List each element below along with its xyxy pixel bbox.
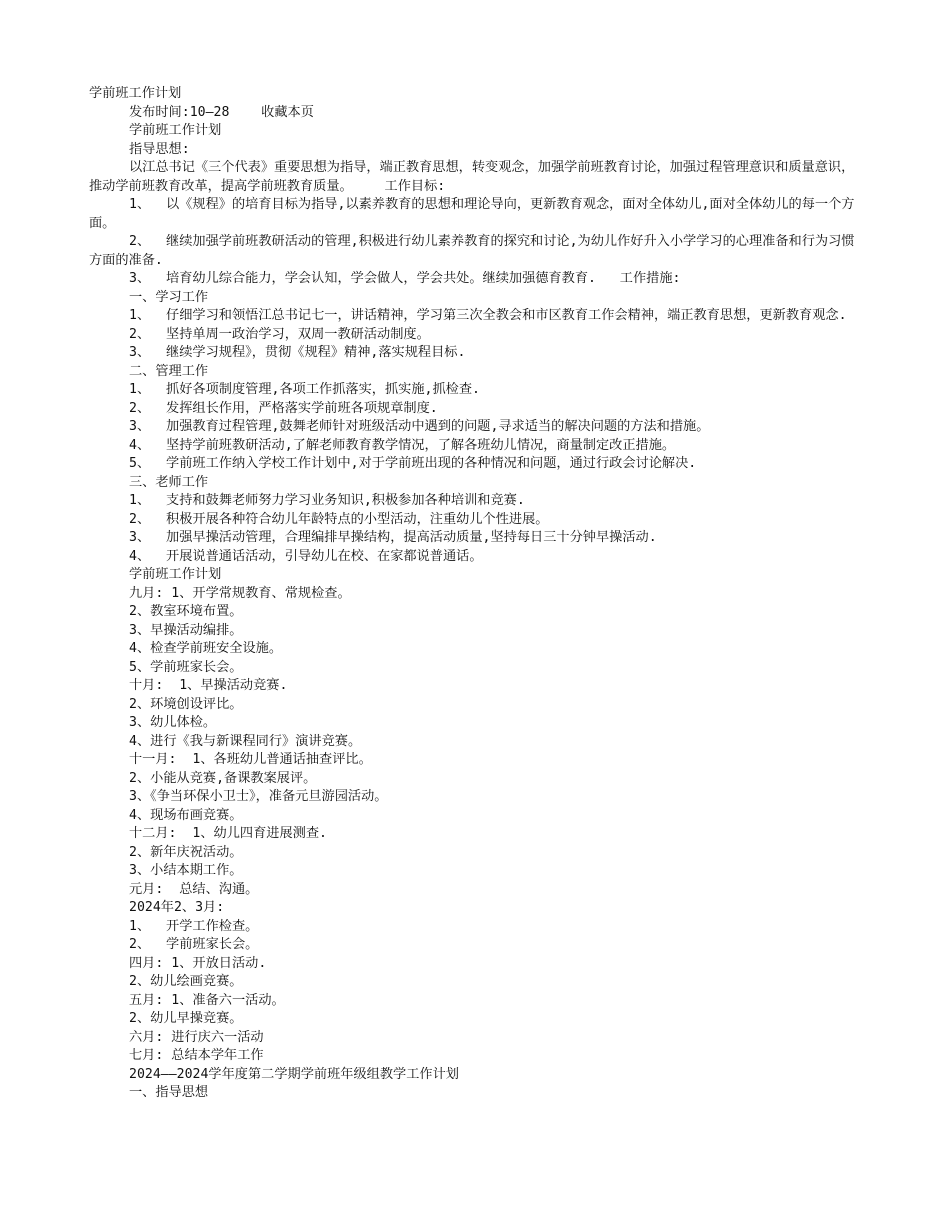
plan-line: 3、小结本期工作。 — [129, 863, 243, 878]
second-plan-section-heading: 一、指导思想 — [129, 1085, 209, 1100]
section-heading-teacher: 三、老师工作 — [129, 474, 209, 490]
plan-line: 3、幼儿体检。 — [129, 715, 217, 730]
teacher-item-3: 3、 加强早操活动管理，合理编排早操结构，提高活动质量,坚持每日三十分钟早操活动. — [129, 530, 657, 545]
plan-line: 十一月: 1、各班幼儿普通话抽查评比。 — [129, 752, 372, 767]
management-item-1: 1、 抓好各项制度管理,各项工作抓落实，抓实施,抓检查. — [129, 382, 480, 397]
plan-heading: 学前班工作计划 — [129, 567, 222, 582]
plan-line: 五月: 1、准备六一活动。 — [129, 992, 285, 1008]
plan-line: 九月: 1、开学常规教育、常规检查。 — [129, 585, 351, 601]
section-heading-study: 一、学习工作 — [129, 289, 209, 305]
plan-line: 2、教室环境布置。 — [129, 604, 243, 619]
plan-line: 元月: 总结、沟通。 — [129, 881, 259, 897]
plan-line: 十二月: 1、幼儿四育进展测查. — [129, 826, 327, 841]
plan-line: 4、检查学前班安全设施。 — [129, 641, 283, 656]
plan-line: 3、早操活动编排。 — [129, 622, 243, 638]
goal-item-3: 3、 培育幼儿综合能力，学会认知，学会做人，学会共处。继续加强德育教育. 工作措施: — [129, 271, 681, 286]
plan-line: 2、 学前班家长会。 — [129, 937, 259, 952]
publish-line: 发布时间:10—28 收藏本页 — [129, 104, 314, 120]
goal-item-1: 1、 以《规程》的培育目标为指导,以素养教育的思想和理论导向，更新教育观念，面对全体幼儿,面对全体幼儿的每一个方面。 — [89, 197, 855, 231]
management-item-4: 4、 坚持学前班教研活动,了解老师教育教学情况，了解各班幼儿情况，商量制定改正措施。 — [129, 437, 676, 453]
teacher-item-2: 2、 积极开展各种符合幼儿年龄特点的小型活动，注重幼儿个性进展。 — [129, 511, 549, 527]
plan-line: 4、进行《我与新课程同行》演讲竞赛。 — [129, 733, 362, 749]
plan-line: 2、小能从竞赛,备课教案展评。 — [129, 770, 317, 786]
plan-line: 四月: 1、开放日活动. — [129, 955, 267, 971]
teacher-item-4: 4、 开展说普通话活动，引导幼儿在校、在家都说普通话。 — [129, 548, 483, 564]
plan-line: 2、幼儿早操竞赛。 — [129, 1011, 243, 1026]
management-item-3: 3、 加强教育过程管理,鼓舞老师针对班级活动中遇到的问题,寻求适当的解决问题的方法和措施。 — [129, 419, 710, 434]
teacher-item-1: 1、 支持和鼓舞老师努力学习业务知识,积极参加各种培训和竞赛. — [129, 493, 525, 508]
document-body — [89, 85, 864, 1103]
plan-line: 1、 开学工作检查。 — [129, 918, 259, 934]
plan-line: 2024年2、3月: — [129, 900, 225, 915]
plan-line: 4、现场布画竞赛。 — [129, 807, 243, 823]
plan-line: 2、幼儿绘画竞赛。 — [129, 974, 243, 989]
plan-line: 十月: 1、早操活动竞赛. — [129, 678, 288, 693]
plan-line: 六月: 进行庆六一活动 — [129, 1029, 264, 1045]
study-item-2: 2、 坚持单周一政治学习，双周一教研活动制度。 — [129, 326, 430, 342]
management-item-5: 5、 学前班工作纳入学校工作计划中,对于学前班出现的各种情况和问题，通过行政会讨论解决. — [129, 456, 697, 471]
plan-line: 5、学前班家长会。 — [129, 659, 243, 675]
second-plan-title: 2024——2024学年度第二学期学前班年级组教学工作计划 — [129, 1066, 459, 1082]
plan-line: 2、环境创设评比。 — [129, 696, 243, 712]
doc-title: 学前班工作计划 — [89, 86, 182, 101]
goal-item-2: 2、 继续加强学前班教研活动的管理,积极进行幼儿素养教育的探究和讨论,为幼儿作好升入小学学习的心理准备和行为习惯方面的准备. — [89, 234, 855, 268]
plan-line: 2、新年庆祝活动。 — [129, 844, 243, 860]
doc-subtitle: 学前班工作计划 — [129, 123, 222, 138]
guide-paragraph: 以江总书记《三个代表》重要思想为指导，端正教育思想，转变观念，加强学前班教育讨论，加强过程管理意识和质量意识，推动学前班教育改革，提高学前班教育质量。 工作目标: — [89, 160, 855, 194]
study-item-3: 3、 继续学习规程》，贯彻《规程》精神,落实规程目标. — [129, 345, 466, 360]
plan-line: 3、《争当环保小卫士》，准备元旦游园活动。 — [129, 789, 388, 804]
plan-line: 七月: 总结本学年工作 — [129, 1048, 264, 1063]
guide-heading: 指导思想: — [129, 141, 190, 157]
study-item-1: 1、 仔细学习和领悟江总书记七一，讲话精神，学习第三次全教会和市区教育工作会精神，端正教育思想，更新教育观念. — [129, 308, 847, 323]
management-item-2: 2、 发挥组长作用，严格落实学前班各项规章制度. — [129, 400, 438, 416]
section-heading-management: 二、管理工作 — [129, 363, 209, 379]
